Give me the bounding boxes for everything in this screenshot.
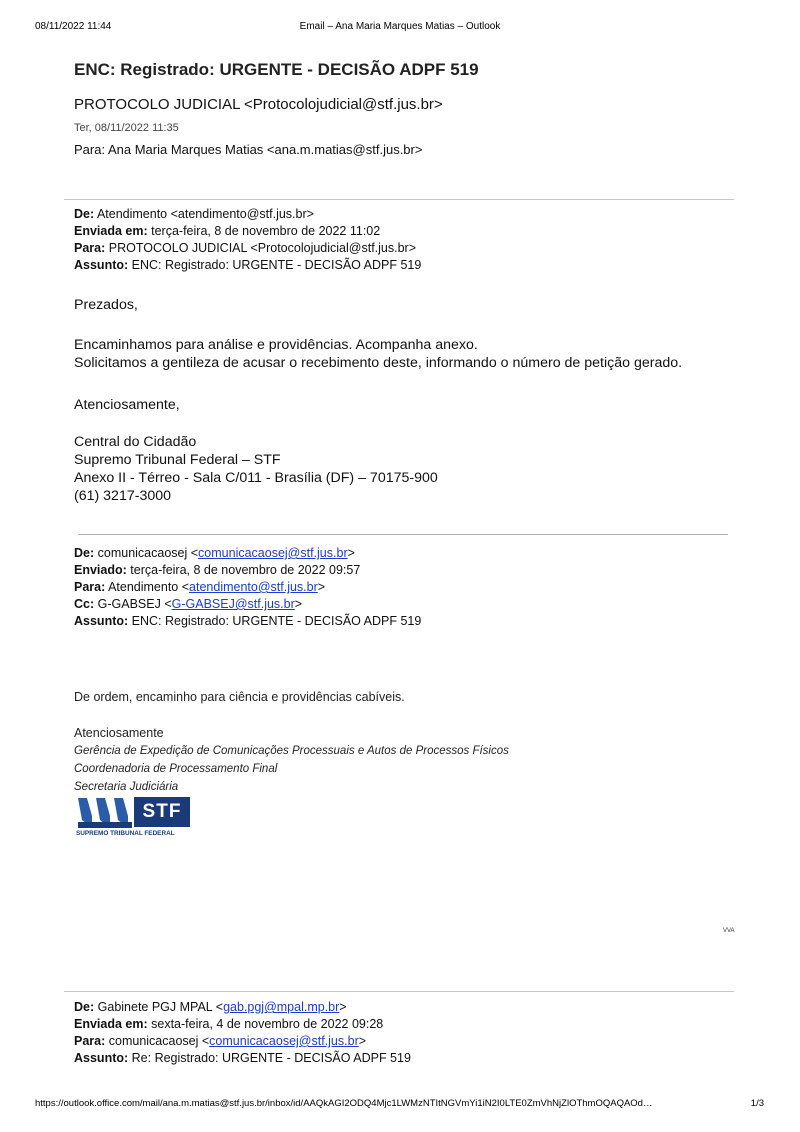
forward2-signature [74, 742, 509, 796]
cc-label: Cc: [74, 597, 95, 611]
forward1-greeting: Prezados, [74, 297, 138, 313]
email-date: Ter, 08/11/2022 11:35 [74, 122, 179, 134]
from-email-link[interactable]: comunicacaosej@stf.jus.br [198, 546, 348, 560]
subject-label: Assunto: [74, 1051, 129, 1065]
signature-line: (61) 3217-3000 [74, 488, 172, 504]
from-name: comunicacaosej < [97, 546, 199, 560]
stf-stripes-icon [78, 798, 134, 828]
forward3-header: De: Gabinete PGJ MPAL <gab.pgj@mpal.mp.br> Enviada em: sexta-feira, 4 de novembro de 2022 09:28 Para: comunicacaosej <comunicacaosej@stf.jus.br> Assunto: Re: Registrado: URGENTE - DECISÃO ADPF 519 [74, 1000, 411, 1065]
to-name: comunicacaosej < [108, 1034, 210, 1048]
signature-line: Anexo II - Térreo - Sala C/011 - Brasília (DF) – 70175-900 [74, 470, 438, 486]
forward1-body [74, 336, 682, 372]
email-sender[interactable]: PROTOCOLO JUDICIAL <Protocolojudicial@stf.jus.br> [74, 96, 443, 113]
cc-name: G-GABSEJ < [97, 597, 172, 611]
email-subject: ENC: Registrado: URGENTE - DECISÃO ADPF 519 [74, 60, 479, 79]
to-value: PROTOCOLO JUDICIAL <Protocolojudicial@stf.jus.br> [108, 241, 417, 255]
to-name: Atendimento < [108, 580, 190, 594]
to-email-link[interactable]: comunicacaosej@stf.jus.br [209, 1034, 359, 1048]
from-value: Atendimento <atendimento@stf.jus.br> [96, 207, 314, 221]
body-line: Encaminhamos para análise e providências. Acompanha anexo. [74, 337, 478, 353]
print-url: https://outlook.office.com/mail/ana.m.matias@stf.jus.br/inbox/id/AAQkAGI2ODQ4Mjc1LWMzNTItNGVmYi1iN2I0LTE0ZmVhNjZlOThmOQAQAOd… [35, 1098, 653, 1109]
print-page-number: 1/3 [750, 1098, 764, 1109]
from-label: De: [74, 207, 95, 221]
signature-line: Supremo Tribunal Federal – STF [74, 452, 281, 468]
from-name: Gabinete PGJ MPAL < [97, 1000, 224, 1014]
stf-logo-tagline: SUPREMO TRIBUNAL FEDERAL [76, 830, 175, 837]
signature-line: Central do Cidadão [74, 434, 197, 450]
print-title: Email – Ana Maria Marques Matias – Outlook [299, 21, 501, 32]
subject-value: ENC: Registrado: URGENTE - DECISÃO ADPF 519 [131, 614, 422, 628]
stf-logo [76, 796, 196, 842]
to-label: Para: [74, 241, 106, 255]
divider [64, 991, 734, 992]
subject-value: Re: Registrado: URGENTE - DECISÃO ADPF 519 [131, 1051, 411, 1065]
to-email-link[interactable]: atendimento@stf.jus.br [189, 580, 318, 594]
stf-logo-text: STF [134, 797, 190, 827]
from-label: De: [74, 1000, 95, 1014]
forward1-header [74, 206, 421, 274]
divider [64, 199, 734, 200]
subject-label: Assunto: [74, 614, 129, 628]
initials: VVA [723, 928, 735, 934]
print-datetime: 08/11/2022 11:44 [35, 21, 112, 32]
forward1-closing: Atenciosamente, [74, 397, 180, 413]
from-email-link[interactable]: gab.pgj@mpal.mp.br [223, 1000, 340, 1014]
to-label: Para: [74, 1034, 106, 1048]
sent-value: terça-feira, 8 de novembro de 2022 11:02 [151, 224, 381, 238]
signature-line: Secretaria Judiciária [74, 781, 179, 793]
cc-email-link[interactable]: G-GABSEJ@stf.jus.br [171, 597, 295, 611]
forward2-closing: Atenciosamente [74, 726, 164, 740]
body-line: Solicitamos a gentileza de acusar o recebimento deste, informando o número de petição gerado. [74, 355, 683, 371]
to-label: Para: [74, 580, 106, 594]
subject-label: Assunto: [74, 258, 129, 272]
sent-label: Enviada em: [74, 1017, 148, 1031]
forward2-header: De: comunicacaosej <comunicacaosej@stf.jus.br> Enviado: terça-feira, 8 de novembro de 2022 09:57 Para: Atendimento <atendimento@stf.jus.br> Cc: G-GABSEJ <G-GABSEJ@stf.jus.br> Assunto: ENC: Registrado: URGENTE - DECISÃO ADPF 519 [74, 546, 422, 628]
email-recipient[interactable]: Para: Ana Maria Marques Matias <ana.m.matias@stf.jus.br> [74, 142, 423, 157]
forward1-signature [74, 433, 438, 505]
signature-line: Coordenadoria de Processamento Final [74, 763, 278, 775]
signature-line: Gerência de Expedição de Comunicações Processuais e Autos de Processos Físicos [74, 745, 509, 757]
sent-label: Enviado: [74, 563, 127, 577]
subject-value: ENC: Registrado: URGENTE - DECISÃO ADPF 519 [131, 258, 422, 272]
sent-value: sexta-feira, 4 de novembro de 2022 09:28 [151, 1017, 384, 1031]
sent-label: Enviada em: [74, 224, 148, 238]
forward2-body: De ordem, encaminho para ciência e providências cabíveis. [74, 690, 405, 704]
sent-value: terça-feira, 8 de novembro de 2022 09:57 [130, 563, 361, 577]
from-label: De: [74, 546, 95, 560]
divider [78, 534, 728, 535]
